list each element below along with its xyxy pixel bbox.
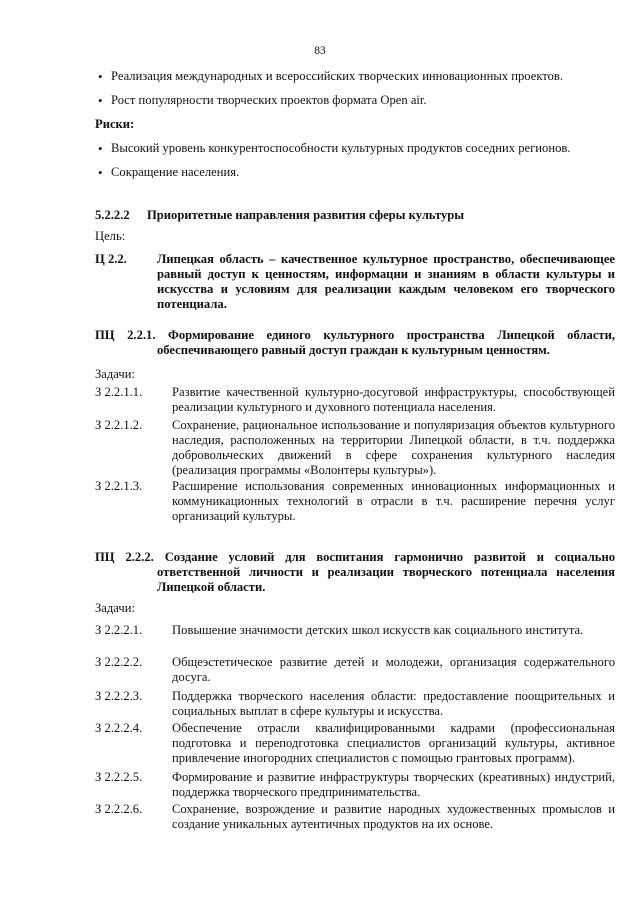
subgoal-2-first-line — [95, 550, 615, 565]
subgoal-2-code: ПЦ 2.2.2. — [95, 550, 154, 564]
page-number: 83 — [314, 45, 326, 57]
section-number: 5.2.2.2 — [95, 208, 130, 222]
task-text: Обеспечение отрасли квалифицированными кадрами (профессиональная подготовка и переподготовка специалистов организаций культуры, активное привлечение иногородних специалистов с помощью грантовых программ). — [172, 721, 615, 765]
goal-text: Липецкая область – качественное культурное пространство, обеспечивающее равный доступ к ценностям, информации и знаниям в области культуры и искусства и условиям для реализации каждым человеком его творческого потенциала. — [157, 252, 615, 311]
task-text: Развитие качественной культурно-досуговой инфраструктуры, способствующей реализации культурного и духовного потенциала населения. — [172, 385, 615, 414]
task-text: Сохранение, рациональное использование и популяризация объектов культурного наследия, расположенных на территории Липецкой области, в т.ч. поддержка добровольческих движений в сфере сохранения культурного наследия (реализация программы «Волонтеры культуры»). — [172, 418, 615, 477]
subgoal-1-code: ПЦ 2.2.1. — [95, 328, 156, 342]
task-code: З 2.2.1.3. — [95, 479, 143, 493]
task-text: Поддержка творческого населения области: предоставление поощрительных и социальных выплат в сфере культуры и искусства. — [172, 689, 615, 718]
subgoal-2-title-start: Создание условий для воспитания гармонично развитой и социально — [164, 550, 616, 564]
goal-code: Ц 2.2. — [95, 252, 127, 266]
task-code: З 2.2.2.5. — [95, 770, 143, 784]
subgoal-2-tasks-label: Задачи: — [95, 601, 135, 615]
risks-heading: Риски: — [95, 117, 135, 131]
subgoal-2-title-rest: ответственной личности и реализации творческого потенциала населения Липецкой области. — [157, 565, 615, 594]
bullet-opportunity-1: • Реализация международных и всероссийских творческих инновационных проектов. — [111, 69, 563, 84]
task-code: З 2.2.2.4. — [95, 721, 143, 735]
subgoal-1-title-start: Формирование единого культурного пространства Липецкой области, — [168, 328, 615, 342]
task-code: З 2.2.1.2. — [95, 418, 143, 432]
subgoal-1-tasks-label: Задачи: — [95, 367, 135, 381]
task-code: З 2.2.2.3. — [95, 689, 143, 703]
task-code: З 2.2.2.1. — [95, 623, 143, 637]
task-text: Формирование и развитие инфраструктуры творческих (креативных) индустрий, поддержка творческого предпринимательства. — [172, 770, 615, 799]
task-code: З 2.2.2.6. — [95, 802, 143, 816]
task-code: З 2.2.1.1. — [95, 385, 143, 399]
task-text: Расширение использования современных инновационных информационных и коммуникационных технологий в отрасли в т.ч. расширение перечня услуг организаций культуры. — [172, 479, 615, 523]
task-code: З 2.2.2.2. — [95, 655, 143, 669]
subgoal-1-first-line — [95, 328, 615, 343]
subgoal-1-title-rest: обеспечивающего равный доступ граждан к культурным ценностям. — [157, 343, 550, 357]
task-text: Повышение значимости детских школ искусств как социального института. — [172, 623, 584, 637]
bullet-risk-2: • Сокращение населения. — [111, 165, 239, 180]
bullet-opportunity-2: • Рост популярности творческих проектов формата Open air. — [111, 93, 427, 108]
task-text: Сохранение, возрождение и развитие народных художественных промыслов и создание уникальных аутентичных продуктов на их основе. — [172, 802, 615, 831]
section-title: Приоритетные направления развития сферы культуры — [147, 208, 465, 222]
goal-label: Цель: — [95, 229, 126, 243]
bullet-risk-1: • Высокий уровень конкурентоспособности культурных продуктов соседних регионов. — [111, 141, 570, 156]
task-text: Общеэстетическое развитие детей и молодежи, организация содержательного досуга. — [172, 655, 615, 684]
